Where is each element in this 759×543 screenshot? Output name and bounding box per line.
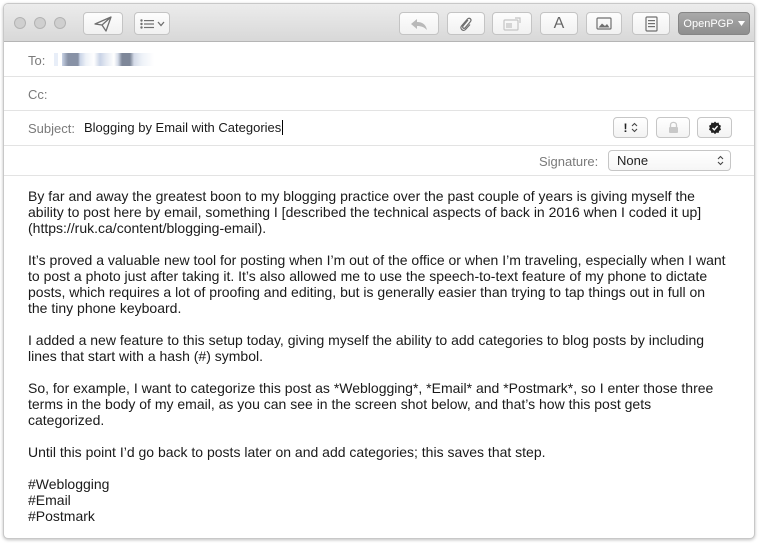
- redacted-recipient: [54, 53, 154, 66]
- cc-label: Cc:: [28, 87, 48, 102]
- message-body[interactable]: [28, 188, 728, 524]
- body-paragraph: It’s proved a valuable new tool for posting when I’m out of the office or when I’m traveling, especially when I want to post a photo just after taking it. It’s also allowed me to use the speech-to-text feature of my phone to dictate posts, which requires a lot of proofing and editing, but is generally easier than trying to tap things out in full on the tiny phone keyboard.: [28, 252, 726, 316]
- category-tag: #Email: [28, 492, 71, 508]
- signature-select[interactable]: [608, 150, 731, 171]
- minimize-window-button[interactable]: [34, 17, 46, 29]
- stationery-button[interactable]: [632, 12, 670, 35]
- signature-label: Signature:: [539, 154, 599, 169]
- zoom-window-button[interactable]: [54, 17, 66, 29]
- signature-value: None: [617, 153, 649, 168]
- signature-row: [4, 146, 754, 176]
- paper-plane-icon: [94, 16, 112, 32]
- lock-icon: [668, 121, 679, 134]
- format-button[interactable]: [540, 12, 578, 35]
- send-button[interactable]: [83, 12, 123, 35]
- body-paragraph: Until this point I’d go back to posts later on and add categories; this saves that step.: [28, 444, 546, 460]
- subject-label: Subject:: [28, 121, 75, 136]
- cc-field[interactable]: [54, 77, 654, 110]
- triangle-down-icon: [738, 21, 745, 26]
- subject-row: [4, 111, 754, 146]
- sign-button[interactable]: [697, 117, 732, 138]
- openpgp-label: OpenPGP: [683, 17, 734, 30]
- seal-icon: [708, 121, 722, 135]
- chevron-down-icon: [157, 21, 165, 27]
- paperclip-icon: [459, 16, 473, 32]
- cc-row: [4, 77, 754, 111]
- list-icon: [140, 19, 154, 29]
- priority-label: !: [623, 120, 628, 135]
- to-recipient-field[interactable]: [54, 43, 654, 76]
- toolbar: [4, 4, 754, 42]
- encrypt-button[interactable]: [656, 117, 690, 138]
- body-paragraph: So, for example, I want to categorize this post as *Weblogging*, *Email* and *Postmark*, so I enter those three terms in the body of my email, as you can see in the screen shot below, and that’s how this post gets categorized.: [28, 380, 714, 428]
- openpgp-menu-button[interactable]: [678, 12, 750, 35]
- to-label: To:: [28, 53, 46, 68]
- header-card-icon: [503, 17, 521, 31]
- header-fields-menu-button[interactable]: [134, 12, 170, 35]
- show-header-button[interactable]: [492, 12, 532, 35]
- photo-browser-button[interactable]: [586, 12, 622, 35]
- subject-field[interactable]: [84, 120, 283, 135]
- category-tag: #Weblogging: [28, 476, 110, 492]
- attach-button[interactable]: [447, 12, 485, 35]
- stationery-icon: [645, 16, 658, 32]
- body-paragraph: By far and away the greatest boon to my blogging practice over the past couple of years is giving myself the ability to post here by email, something I [described the technical aspects of back in 2016 when I coded it up](https://ruk.ca/content/blogging-email).: [28, 188, 702, 236]
- subject-text: Blogging by Email with Categories: [84, 120, 282, 135]
- body-paragraph: I added a new feature to this setup today, giving myself the ability to add categories to blog posts by including lines that start with a hash (#) symbol.: [28, 332, 705, 364]
- compose-window: [3, 3, 755, 539]
- up-down-chevron-icon: [631, 122, 638, 133]
- reply-button[interactable]: [399, 12, 439, 35]
- category-tag: #Postmark: [28, 508, 95, 524]
- to-row: [4, 43, 754, 77]
- format-icon: A: [553, 14, 565, 32]
- priority-select[interactable]: [613, 117, 648, 138]
- up-down-chevron-icon: [717, 155, 724, 166]
- text-cursor: [282, 120, 283, 135]
- photo-icon: [596, 17, 612, 30]
- reply-arrow-icon: [410, 17, 428, 31]
- close-window-button[interactable]: [14, 17, 26, 29]
